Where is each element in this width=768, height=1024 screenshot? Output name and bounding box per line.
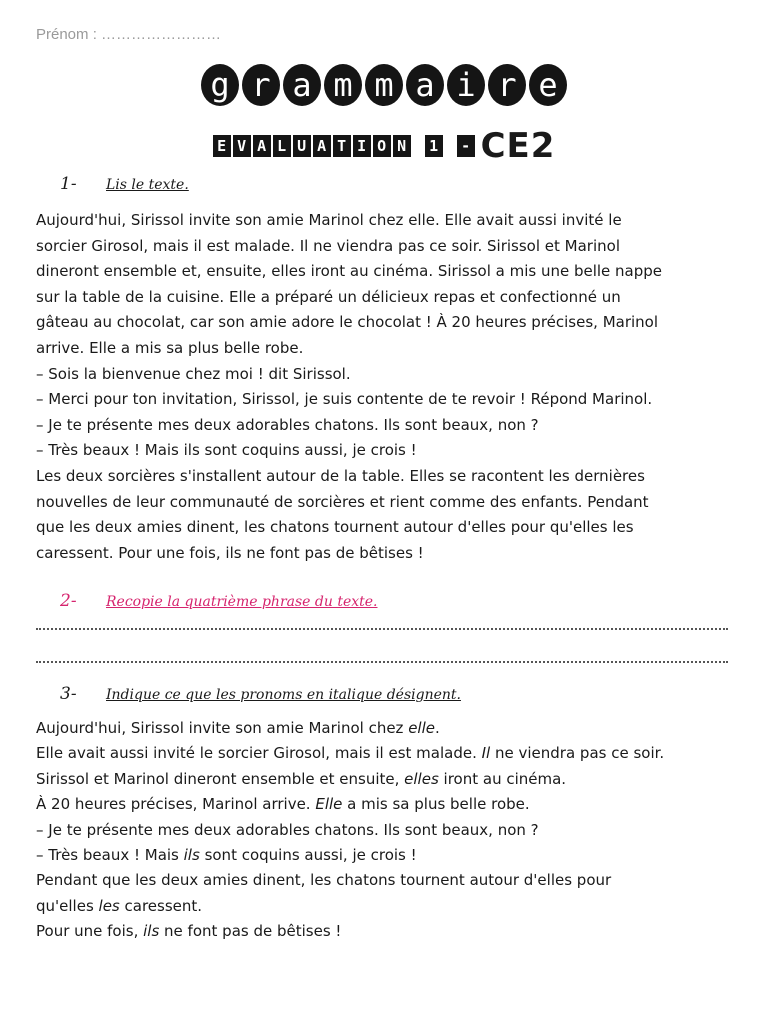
title-letter: m [365,64,403,106]
question-3 [60,684,461,704]
answer-line-1[interactable] [36,626,728,630]
subtitle-letter: O [373,135,391,157]
italic-pronoun: Elle [315,795,343,814]
subtitle-letter: L [273,135,291,157]
question-3-line: Pour une fois, ils ne font pas de bêtises ! [36,922,342,941]
page-title [0,64,768,110]
question-3-number: 3- [60,684,77,704]
italic-pronoun: ils [143,922,160,941]
answer-line-2[interactable] [36,659,728,663]
question-1-number: 1- [60,174,77,194]
title-letter: m [324,64,362,106]
grade-label: CE2 [480,126,556,166]
prenom-field[interactable]: Prénom : …………………… [36,26,222,43]
italic-pronoun: Il [481,744,491,763]
subtitle-letter: I [353,135,371,157]
page-subtitle [0,126,768,166]
subtitle-letter: A [313,135,331,157]
question-3-text [36,719,756,948]
subtitle-letter: N [393,135,411,157]
question-1-instruction: Lis le texte. [106,177,189,193]
story-text: Aujourd'hui, Sirissol invite son amie Marinol chez elle. Elle avait aussi invité le sorcier Girosol, mais il est malade. Il ne viendra pas ce soir. Sirissol et Marinol dineront ensemble et, ensuite, elles iront au cinéma. Sirissol a mis une belle nappe sur la table de la cuisine. Elle a préparé un délicieux repas et confectionné un gâteau au chocolat, car son amie adore le chocolat ! À 20 heures précises, Marinol arrive. Elle a mis sa plus belle robe. – Sois la bienvenue chez moi ! dit Sirissol. – Merci pour ton invitation, Sirissol, je suis contente de te revoir ! Répond Marinol. – Je te présente mes deux adorables chatons. Ils sont beaux, non ? – Très beaux ! Mais ils sont coquins aussi, je crois ! Les deux sorcières s'installent autour de la table. Elles se racontent les dernières nouvelles de leur communauté de sorcières et rient comme des enfants. Pendant que les deux amies dinent, les chatons tournent autour d'elles pour qu'elles les caressent. Pour une fois, ils ne font pas de bêtises ! [36,211,663,562]
title-letter: i [447,64,485,106]
question-3-line: Sirissol et Marinol dineront ensemble et ensuite, elles iront au cinéma. [36,769,567,788]
italic-pronoun: les [98,896,120,915]
subtitle-letter: U [293,135,311,157]
italic-pronoun: ils [183,845,200,864]
subtitle-letter: T [333,135,351,157]
subtitle-letter: V [233,135,251,157]
question-2 [60,591,378,611]
question-3-line: – Je te présente mes deux adorables chatons. Ils sont beaux, non ? [36,820,539,839]
title-letter: r [242,64,280,106]
subtitle-letter: A [253,135,271,157]
title-letter: e [529,64,567,106]
subtitle-letter: 1 [425,135,443,157]
question-3-line: Elle avait aussi invité le sorcier Girosol, mais il est malade. Il ne viendra pas ce soir. [36,744,665,763]
question-3-line: À 20 heures précises, Marinol arrive. Elle a mis sa plus belle robe. [36,795,530,814]
title-letter: a [406,64,444,106]
title-letter: a [283,64,321,106]
subtitle-letter: - [457,135,475,157]
question-3-line: – Très beaux ! Mais ils sont coquins aussi, je crois ! [36,845,417,864]
question-1 [60,174,189,194]
question-3-instruction: Indique ce que les pronoms en italique désignent. [106,687,461,703]
question-2-number: 2- [60,591,77,611]
italic-pronoun: elles [404,769,439,788]
question-2-instruction: Recopie la quatrième phrase du texte. [106,594,378,610]
title-letter: g [201,64,239,106]
subtitle-letter: E [213,135,231,157]
italic-pronoun: elle [408,719,435,737]
question-3-line: qu'elles les caressent. [36,896,203,915]
question-3-line: Pendant que les deux amies dinent, les chatons tournent autour d'elles pour [36,871,612,890]
title-letter: r [488,64,526,106]
question-3-line: Aujourd'hui, Sirissol invite son amie Marinol chez elle. [36,719,440,737]
